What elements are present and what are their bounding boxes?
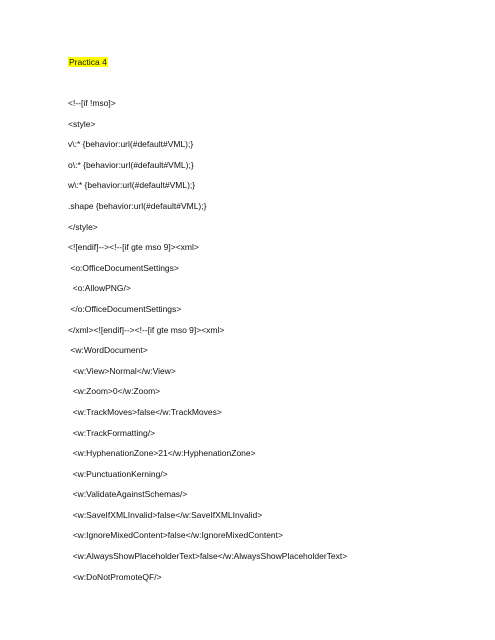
code-line: <w:TrackMoves>false</w:TrackMoves> xyxy=(68,406,222,417)
code-line: <o:AllowPNG/> xyxy=(68,283,131,294)
document-title xyxy=(68,56,108,68)
code-line: </xml><![endif]--><!--[if gte mso 9]><xml> xyxy=(68,324,225,335)
code-line: </o:OfficeDocumentSettings> xyxy=(68,303,182,314)
code-line: <w:ValidateAgainstSchemas/> xyxy=(68,489,188,500)
code-line: <o:OfficeDocumentSettings> xyxy=(68,262,179,273)
code-line: <w:AlwaysShowPlaceholderText>false</w:AlwaysShowPlaceholderText> xyxy=(68,551,348,562)
code-line: <w:PunctuationKerning/> xyxy=(68,468,168,479)
code-line: <![endif]--><!--[if gte mso 9]><xml> xyxy=(68,242,199,253)
code-line: <w:Zoom>0</w:Zoom> xyxy=(68,386,161,397)
code-line: <w:HyphenationZone>21</w:HyphenationZone> xyxy=(68,448,256,459)
code-line: <w:IgnoreMixedContent>false</w:IgnoreMixedContent> xyxy=(68,530,283,541)
code-line: <w:SaveIfXMLInvalid>false</w:SaveIfXMLInvalid> xyxy=(68,509,263,520)
code-line: <w:DoNotPromoteQF/> xyxy=(68,571,162,582)
code-line: <w:WordDocument> xyxy=(68,345,148,356)
code-line: o\:* {behavior:url(#default#VML);} xyxy=(68,159,194,170)
code-line: <style> xyxy=(68,118,96,129)
code-line: <w:View>Normal</w:View> xyxy=(68,365,176,376)
code-line: w\:* {behavior:url(#default#VML);} xyxy=(68,180,196,191)
code-line: <!--[if !mso]> xyxy=(68,98,116,108)
code-line: v\:* {behavior:url(#default#VML);} xyxy=(68,139,194,150)
code-line: <w:TrackFormatting/> xyxy=(68,427,156,438)
code-lines xyxy=(68,96,347,590)
title-highlight: Practica 4 xyxy=(69,57,107,67)
code-line: </style> xyxy=(68,221,98,232)
code-line: .shape {behavior:url(#default#VML);} xyxy=(68,200,207,211)
